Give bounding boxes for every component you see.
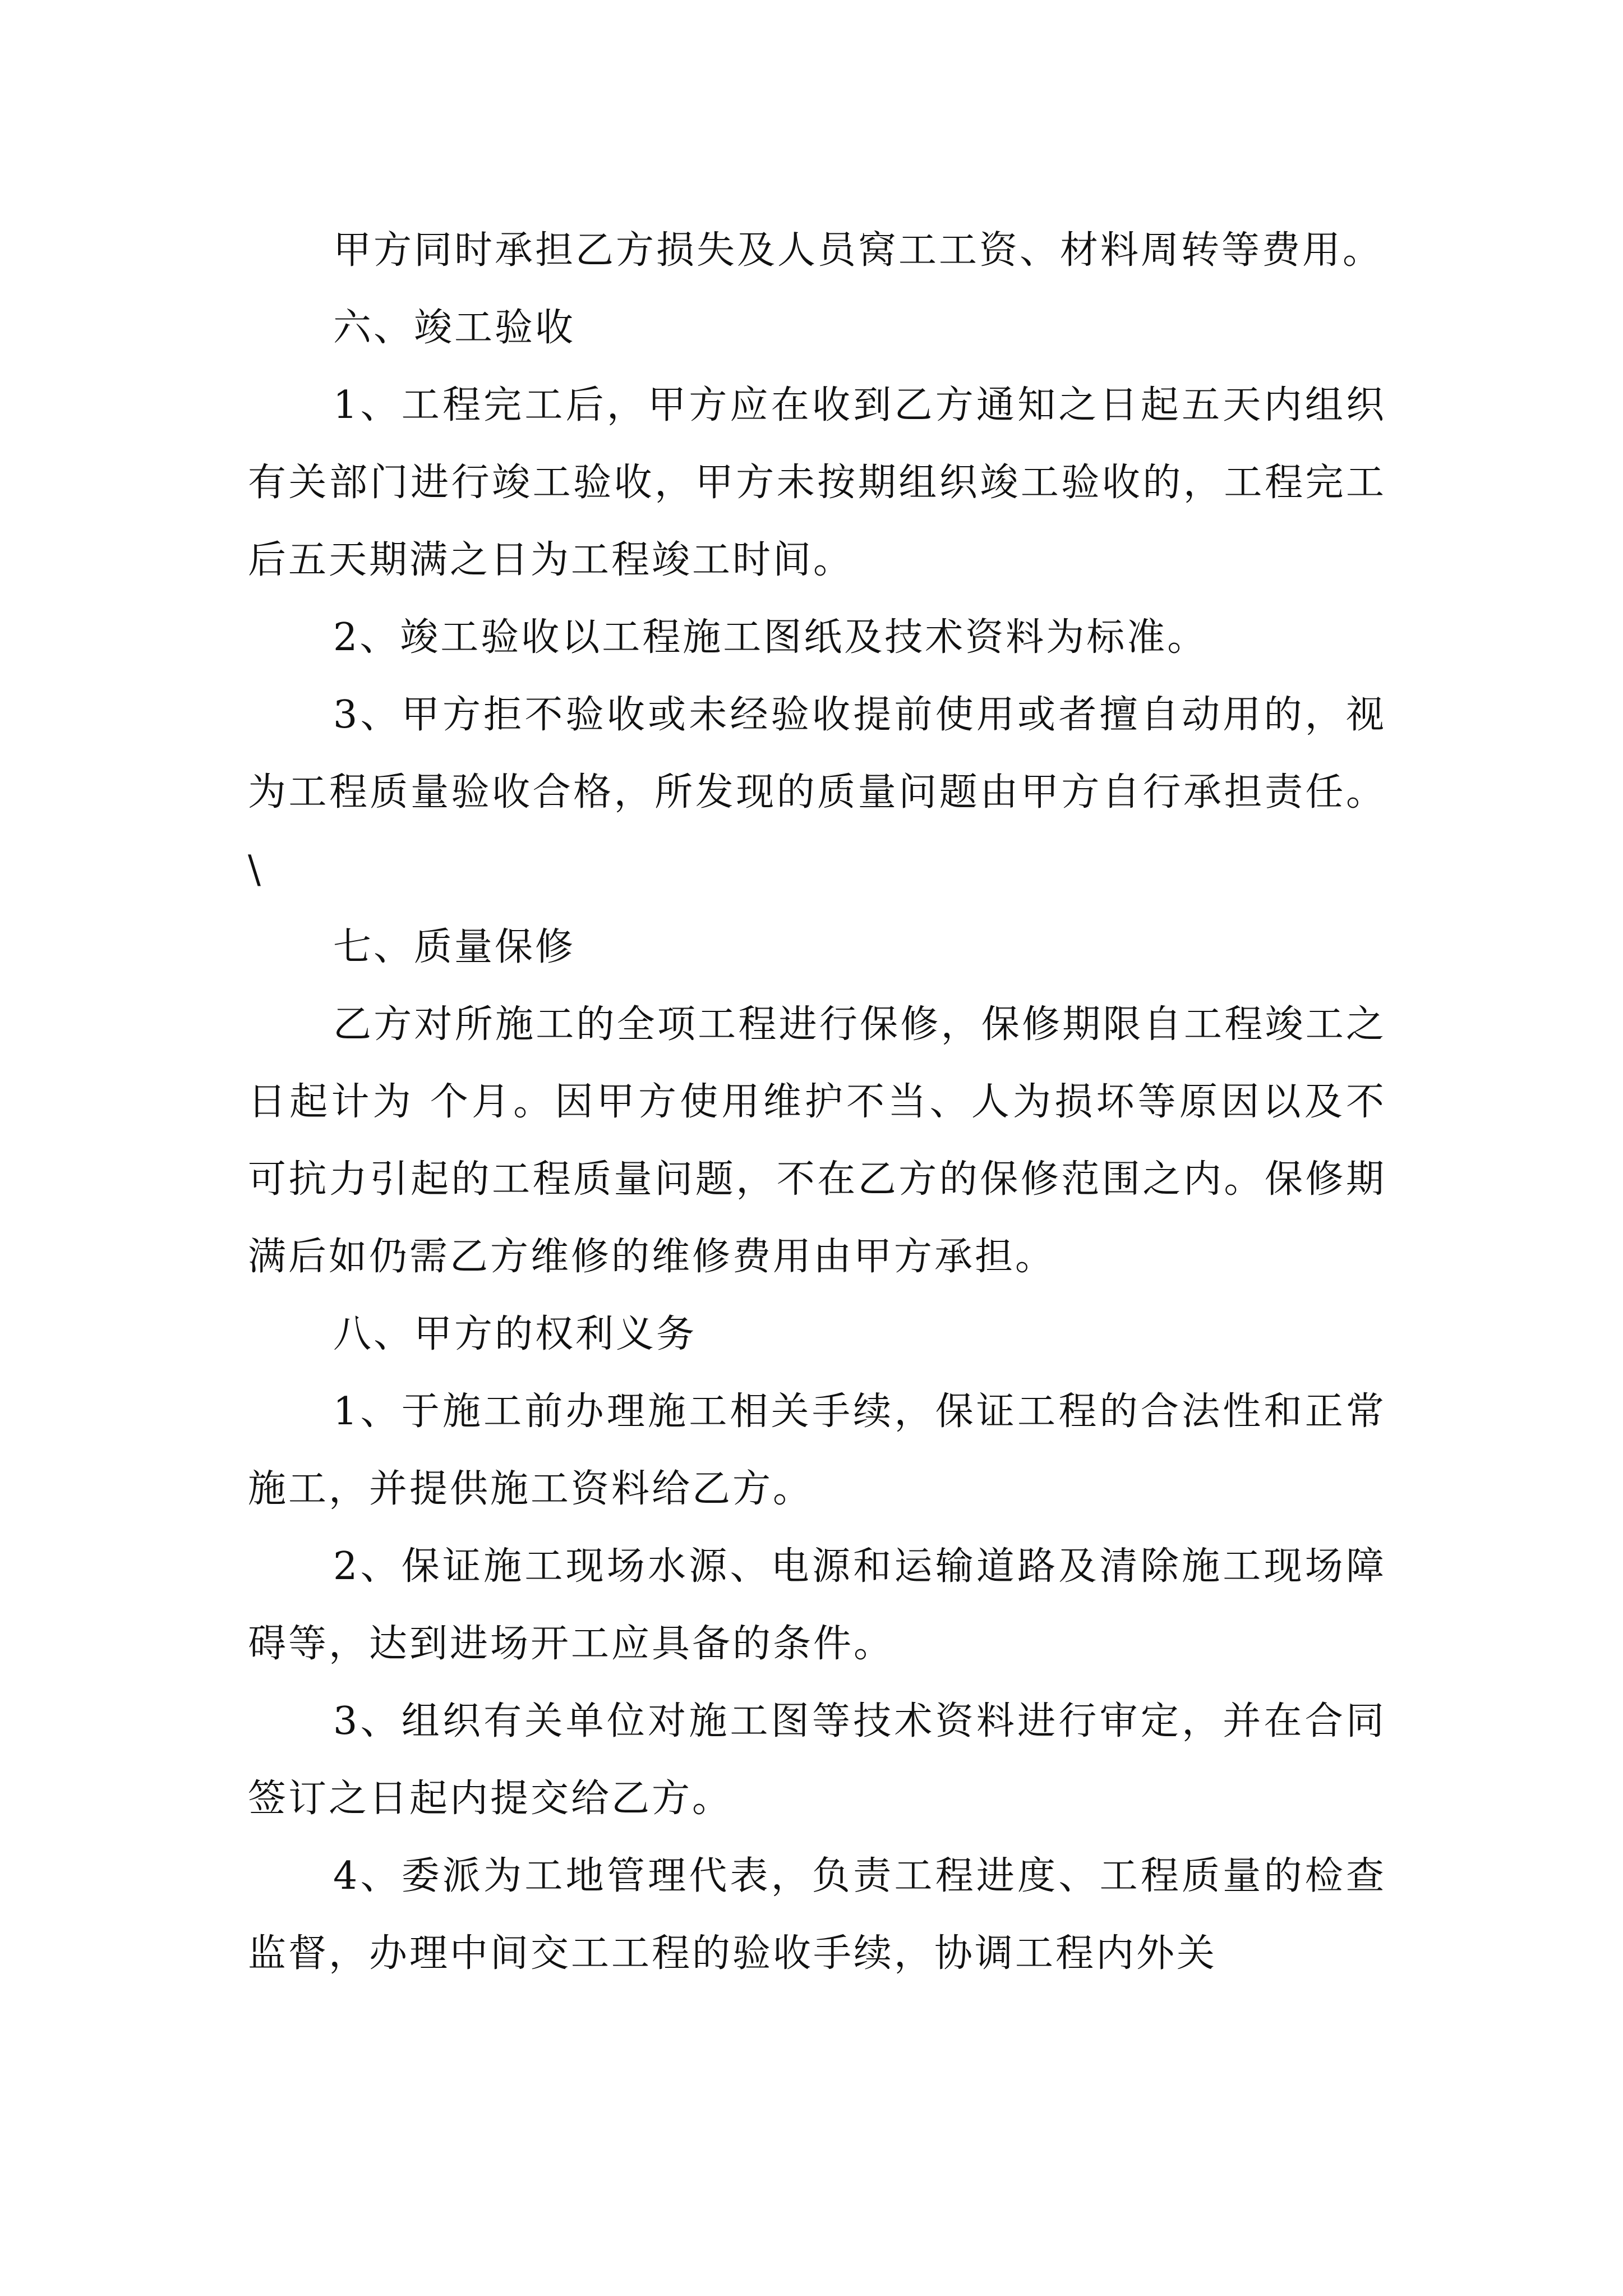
paragraph-warranty: 乙方对所施工的全项工程进行保修，保修期限自工程竣工之日起计为 个月。因甲方使用维护不当、人为损坏等原因以及不可抗力引起的工程质量问题，不在乙方的保修范围之内。保修期满后如仍需乙方维修的维修费用由甲方承担。 (248, 1002, 1386, 1279)
paragraph-party-a-4: 4、委派为工地管理代表，负责工程进度、工程质量的检查监督，办理中间交工工程的验收手续，协调工程内外关 (248, 1854, 1386, 1976)
heading-completion-acceptance: 六、竣工验收 (333, 306, 576, 350)
paragraph-labor-cost: 甲方同时承担乙方损失及人员窝工工资、材料周转等费用。 (333, 228, 1384, 273)
paragraph-acceptance-1: 1、工程完工后，甲方应在收到乙方通知之日起五天内组织有关部门进行竣工验收，甲方未按期组织竣工验收的，工程完工后五天期满之日为工程竣工时间。 (248, 383, 1386, 582)
paragraph-party-a-2: 2、保证施工现场水源、电源和运输道路及清除施工现场障碍等，达到进场开工应具备的条件。 (248, 1544, 1386, 1666)
paragraph-acceptance-2: 2、竣工验收以工程施工图纸及技术资料为标准。 (333, 615, 1208, 660)
heading-quality-warranty: 七、质量保修 (333, 925, 576, 969)
heading-party-a-rights: 八、甲方的权利义务 (333, 1312, 697, 1356)
document-body (248, 212, 1386, 1993)
paragraph-party-a-1: 1、于施工前办理施工相关手续，保证工程的合法性和正常施工，并提供施工资料给乙方。 (248, 1389, 1386, 1511)
paragraph-party-a-3: 3、组织有关单位对施工图等技术资料进行审定，并在合同签订之日起内提交给乙方。 (248, 1699, 1386, 1821)
paragraph-acceptance-3: 3、甲方拒不验收或未经验收提前使用或者擅自动用的，视为工程质量验收合格，所发现的质量问题由甲方自行承担责任。\ (248, 693, 1386, 892)
